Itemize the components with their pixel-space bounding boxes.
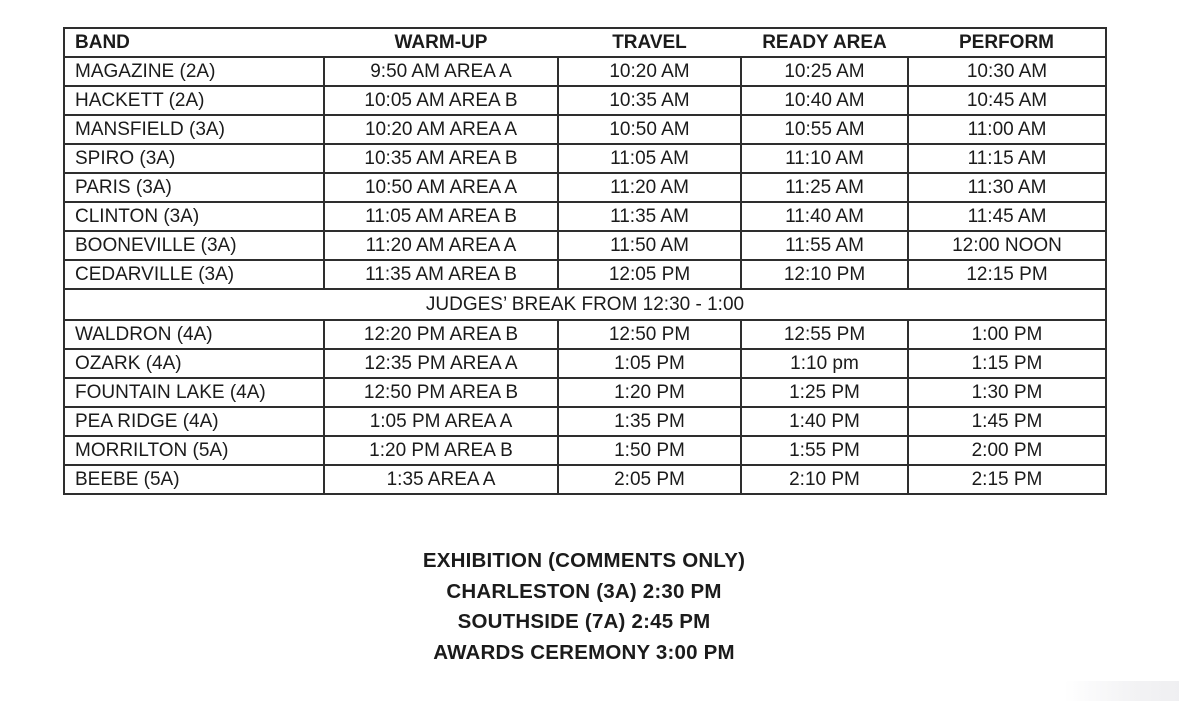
ready-area-cell: 1:25 PM [741,378,908,407]
band-name-cell: PARIS (3A) [64,173,324,202]
travel-cell: 12:05 PM [558,260,741,289]
awards-ceremony: AWARDS CEREMONY 3:00 PM [433,640,735,664]
table-row [64,57,1106,86]
ready-area-cell: 2:10 PM [741,465,908,494]
ready-area-cell: 10:25 AM [741,57,908,86]
warmup-cell: 1:35 AREA A [324,465,558,494]
warmup-cell: 10:20 AM AREA A [324,115,558,144]
travel-cell: 11:35 AM [558,202,741,231]
travel-cell: 12:50 PM [558,320,741,349]
band-name-cell: FOUNTAIN LAKE (4A) [64,378,324,407]
column-header-perform: PERFORM [908,28,1106,57]
travel-cell: 1:20 PM [558,378,741,407]
perform-cell: 1:30 PM [908,378,1106,407]
perform-cell: 12:15 PM [908,260,1106,289]
warmup-cell: 10:50 AM AREA A [324,173,558,202]
perform-cell: 12:00 NOON [908,231,1106,260]
table-row [64,202,1106,231]
table-row [64,260,1106,289]
ready-area-cell: 11:55 AM [741,231,908,260]
band-name-cell: HACKETT (2A) [64,86,324,115]
travel-cell: 1:05 PM [558,349,741,378]
exhibition-southside: SOUTHSIDE (7A) 2:45 PM [457,610,711,633]
column-header-travel: TRAVEL [558,28,741,57]
perform-cell: 2:00 PM [908,436,1106,465]
band-name-cell: SPIRO (3A) [64,144,324,173]
band-name-cell: CLINTON (3A) [64,202,324,231]
band-name-cell: BOONEVILLE (3A) [64,231,324,260]
travel-cell: 11:05 AM [558,144,741,173]
band-schedule-table [63,27,1107,495]
exhibition-charleston: CHARLESTON (3A) 2:30 PM [446,579,722,603]
ready-area-cell: 12:55 PM [741,320,908,349]
table-row [64,173,1106,202]
table-row [64,231,1106,260]
travel-cell: 1:50 PM [558,436,741,465]
ready-area-cell: 12:10 PM [741,260,908,289]
ready-area-cell: 11:40 AM [741,202,908,231]
perform-cell: 1:45 PM [908,407,1106,436]
band-name-cell: BEEBE (5A) [64,465,324,494]
warmup-cell: 11:35 AM AREA B [324,260,558,289]
column-header-ready-area: READY AREA [741,28,908,57]
band-name-cell: PEA RIDGE (4A) [64,407,324,436]
ready-area-cell: 1:40 PM [741,407,908,436]
table-row [64,349,1106,378]
warmup-cell: 11:20 AM AREA A [324,231,558,260]
travel-cell: 11:20 AM [558,173,741,202]
band-name-cell: MAGAZINE (2A) [64,57,324,86]
warmup-cell: 11:05 AM AREA B [324,202,558,231]
band-name-cell: CEDARVILLE (3A) [64,260,324,289]
travel-cell: 10:35 AM [558,86,741,115]
perform-cell: 10:30 AM [908,57,1106,86]
travel-cell: 10:50 AM [558,115,741,144]
judges-break-row [64,289,1106,320]
perform-cell: 11:15 AM [908,144,1106,173]
ready-area-cell: 1:10 pm [741,349,908,378]
ready-area-cell: 10:40 AM [741,86,908,115]
exhibition-block [63,546,1105,668]
travel-cell: 2:05 PM [558,465,741,494]
ready-area-cell: 1:55 PM [741,436,908,465]
watermark-smudge [1064,681,1179,701]
perform-cell: 10:45 AM [908,86,1106,115]
band-name-cell: WALDRON (4A) [64,320,324,349]
ready-area-cell: 11:10 AM [741,144,908,173]
header-row [64,28,1106,57]
warmup-cell: 12:35 PM AREA A [324,349,558,378]
table-row [64,465,1106,494]
perform-cell: 1:00 PM [908,320,1106,349]
table-row [64,436,1106,465]
perform-cell: 11:00 AM [908,115,1106,144]
table-row [64,115,1106,144]
perform-cell: 11:45 AM [908,202,1106,231]
table-row [64,378,1106,407]
column-header-warmup: WARM-UP [324,28,558,57]
band-name-cell: MANSFIELD (3A) [64,115,324,144]
band-name-cell: MORRILTON (5A) [64,436,324,465]
table-row [64,320,1106,349]
judges-break-label: JUDGES’ BREAK FROM 12:30 - 1:00 [64,289,1106,320]
ready-area-cell: 11:25 AM [741,173,908,202]
warmup-cell: 10:05 AM AREA B [324,86,558,115]
band-name-cell: OZARK (4A) [64,349,324,378]
warmup-cell: 12:50 PM AREA B [324,378,558,407]
warmup-cell: 10:35 AM AREA B [324,144,558,173]
exhibition-title: EXHIBITION (COMMENTS ONLY) [422,549,746,572]
warmup-cell: 1:05 PM AREA A [324,407,558,436]
perform-cell: 11:30 AM [908,173,1106,202]
column-header-band: BAND [64,28,324,57]
table-row [64,144,1106,173]
perform-cell: 2:15 PM [908,465,1106,494]
perform-cell: 1:15 PM [908,349,1106,378]
table-row [64,86,1106,115]
travel-cell: 10:20 AM [558,57,741,86]
warmup-cell: 9:50 AM AREA A [324,57,558,86]
travel-cell: 11:50 AM [558,231,741,260]
table-row [64,407,1106,436]
travel-cell: 1:35 PM [558,407,741,436]
warmup-cell: 12:20 PM AREA B [324,320,558,349]
warmup-cell: 1:20 PM AREA B [324,436,558,465]
ready-area-cell: 10:55 AM [741,115,908,144]
